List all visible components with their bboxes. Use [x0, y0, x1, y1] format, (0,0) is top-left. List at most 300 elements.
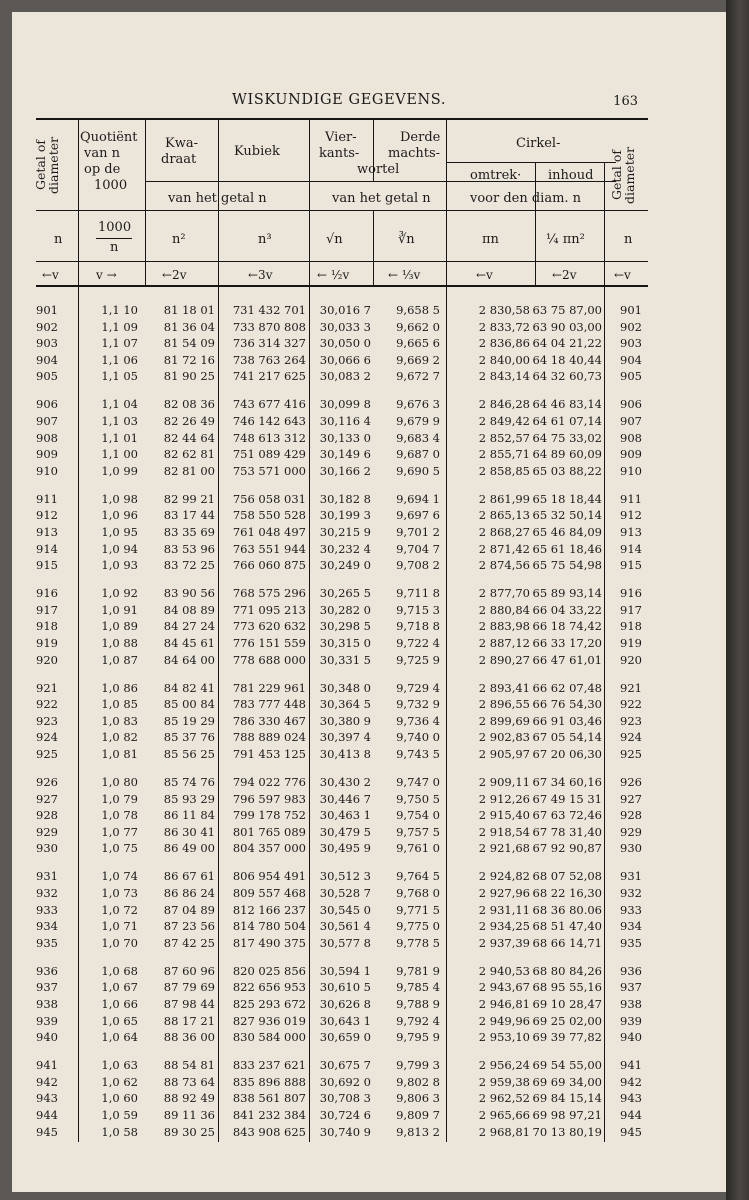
table-cell: 936	[620, 963, 642, 978]
table-cell: 1,1 03	[101, 414, 138, 428]
table-cell: 82 26 49	[163, 414, 215, 428]
table-cell: 2 927,96	[478, 886, 530, 900]
table-cell: 81 90 25	[163, 369, 215, 384]
table-cell: 30,561 4	[319, 919, 371, 934]
table-cell: 927	[620, 791, 642, 806]
table-cell: 30,397 4	[319, 730, 371, 745]
table-cell: 738 763 264	[232, 352, 306, 367]
body-col-line	[218, 287, 219, 1142]
table-cell: 814 780 504	[232, 919, 306, 934]
header-rule-omtrek	[446, 162, 616, 163]
table-cell: 1,0 70	[101, 935, 138, 950]
table-cell: 69 39 77,82	[532, 1030, 602, 1045]
header-rule-formula	[36, 261, 648, 262]
table-cell: 2 956,24	[478, 1058, 530, 1073]
formula-n3: n³	[258, 232, 272, 247]
table-cell: 87 04 89	[163, 902, 215, 917]
table-cell: 1,0 81	[101, 747, 138, 761]
arrow-8: ←2v	[552, 268, 577, 282]
table-cell: 9,740 0	[396, 730, 440, 745]
table-cell: 30,364 5	[319, 697, 371, 712]
table-cell: 827 936 019	[232, 1013, 306, 1028]
col-line-2	[145, 118, 146, 286]
table-cell: 804 357 000	[232, 841, 306, 856]
table-cell: 1,0 59	[101, 1108, 138, 1122]
table-cell: 1,0 83	[101, 713, 138, 728]
table-cell: 1,0 82	[101, 730, 138, 745]
table-cell: 1,0 91	[101, 602, 138, 617]
table-cell: 9,775 0	[396, 919, 440, 934]
header-rule-upper	[145, 181, 616, 182]
table-cell: 68 66 14,71	[532, 935, 602, 950]
table-cell: 919	[620, 636, 642, 650]
running-title: WISKUNDIGE GEGEVENS.	[232, 92, 447, 108]
table-cell: 67 78 31,40	[532, 824, 602, 839]
table-cell: 1,0 94	[101, 541, 138, 556]
table-cell: 1,0 66	[101, 997, 138, 1011]
table-cell: 9,676 3	[396, 397, 440, 412]
table-row	[12, 413, 726, 429]
getal-left-header: Getal of diameter	[33, 136, 61, 194]
table-cell: 86 49 00	[163, 841, 215, 856]
table-cell: 30,708 3	[319, 1091, 371, 1106]
col-line-1	[78, 118, 79, 286]
table-cell: 1,0 60	[101, 1091, 138, 1106]
table-cell: 9,708 2	[396, 558, 440, 573]
table-cell: 930	[620, 841, 642, 856]
table-cell: 773 620 632	[232, 619, 306, 634]
table-cell: 9,809 7	[396, 1108, 440, 1122]
table-cell: 82 62 81	[163, 447, 215, 462]
table-row	[12, 746, 726, 762]
table-cell: 920	[36, 652, 58, 667]
table-cell: 812 166 237	[232, 902, 306, 917]
table-cell: 1,1 10	[101, 303, 138, 317]
formula-sqrt: √n	[326, 232, 343, 247]
header-rule-mid	[36, 210, 648, 211]
table-cell: 1,0 78	[101, 808, 138, 823]
formula-quarter: ¼ πn²	[546, 232, 585, 247]
table-cell: 1,0 88	[101, 636, 138, 650]
table-cell: 2 931,11	[478, 902, 530, 917]
table-cell: 2 918,54	[478, 824, 530, 839]
col-line-10	[535, 211, 536, 286]
table-cell: 2 946,81	[478, 997, 530, 1011]
table-cell: 914	[36, 541, 58, 556]
table-cell: 746 142 643	[232, 414, 306, 428]
table-cell: 909	[620, 447, 642, 462]
table-cell: 2 924,82	[478, 869, 530, 884]
table-cell: 88 54 81	[163, 1058, 215, 1073]
table-cell: 1,0 67	[101, 980, 138, 995]
table-cell: 9,743 5	[396, 747, 440, 761]
table-row	[12, 1124, 726, 1140]
table-cell: 65 89 93,14	[532, 586, 602, 601]
table-cell: 786 330 467	[232, 713, 306, 728]
table-cell: 30,265 5	[319, 586, 371, 601]
table-cell: 2 890,27	[478, 652, 530, 667]
table-cell: 2 833,72	[478, 319, 530, 334]
table-cell: 2 953,10	[478, 1030, 530, 1045]
table-cell: 2 883,98	[478, 619, 530, 634]
table-cell: 30,182 8	[319, 491, 371, 506]
table-cell: 67 20 06,30	[532, 747, 602, 761]
table-cell: 63 90 03,00	[532, 319, 602, 334]
table-cell: 66 91 03,46	[532, 713, 602, 728]
table-cell: 932	[36, 886, 58, 900]
table-cell: 911	[620, 491, 642, 506]
table-cell: 1,0 75	[101, 841, 138, 856]
arrow-5: ← ½v	[317, 268, 350, 282]
table-cell: 1,1 07	[101, 336, 138, 351]
table-cell: 907	[620, 414, 642, 428]
table-row	[12, 430, 726, 446]
table-cell: 939	[36, 1013, 58, 1028]
table-cell: 796 597 983	[232, 791, 306, 806]
table-cell: 69 10 28,47	[532, 997, 602, 1011]
table-cell: 87 79 69	[163, 980, 215, 995]
table-row	[12, 585, 726, 601]
formula-n2: n²	[172, 232, 186, 247]
table-cell: 1,0 73	[101, 886, 138, 900]
table-cell: 66 47 61,01	[532, 652, 602, 667]
table-cell: 9,768 0	[396, 886, 440, 900]
table-cell: 2 896,55	[478, 697, 530, 712]
table-cell: 2 855,71	[478, 447, 530, 462]
table-cell: 30,050 0	[319, 336, 371, 351]
table-cell: 2 965,66	[478, 1108, 530, 1122]
table-cell: 931	[620, 869, 642, 884]
table-cell: 833 237 621	[232, 1058, 306, 1073]
table-row	[12, 1074, 726, 1090]
table-row	[12, 918, 726, 934]
table-row	[12, 1090, 726, 1106]
col-line-8	[604, 162, 605, 286]
table-cell: 68 07 52,08	[532, 869, 602, 884]
table-cell: 9,701 2	[396, 525, 440, 539]
table-cell: 9,747 0	[396, 775, 440, 789]
table-cell: 64 46 83,14	[532, 397, 602, 412]
table-cell: 2 852,57	[478, 430, 530, 445]
table-row	[12, 396, 726, 412]
book-spine	[726, 0, 749, 1200]
table-cell: 9,729 4	[396, 680, 440, 695]
table-cell: 1,0 96	[101, 508, 138, 523]
van-het-getal-1: van het getal n	[168, 191, 267, 206]
table-cell: 926	[620, 775, 642, 789]
table-cell: 1,0 93	[101, 558, 138, 573]
table-cell: 2 874,56	[478, 558, 530, 573]
table-cell: 64 32 60,73	[532, 369, 602, 384]
table-cell: 9,658 5	[396, 303, 440, 317]
table-cell: 87 23 56	[163, 919, 215, 934]
table-cell: 83 17 44	[163, 508, 215, 523]
table-cell: 938	[620, 997, 642, 1011]
table-cell: 942	[620, 1074, 642, 1089]
table-cell: 908	[620, 430, 642, 445]
table-cell: 943	[36, 1091, 58, 1106]
table-cell: 69 98 97,21	[532, 1108, 602, 1122]
table-cell: 2 849,42	[478, 414, 530, 428]
table-cell: 30,215 9	[319, 525, 371, 539]
table-cell: 758 550 528	[232, 508, 306, 523]
table-row	[12, 652, 726, 668]
table-cell: 908	[36, 430, 58, 445]
table-cell: 756 058 031	[232, 491, 306, 506]
table-row	[12, 979, 726, 995]
table-row	[12, 635, 726, 651]
table-row	[12, 1013, 726, 1029]
table-row	[12, 680, 726, 696]
table-cell: 1,0 99	[101, 463, 138, 478]
table-cell: 30,545 0	[319, 902, 371, 917]
table-cell: 30,594 1	[319, 963, 371, 978]
table-cell: 82 44 64	[163, 430, 215, 445]
table-cell: 921	[620, 680, 642, 695]
table-cell: 84 82 41	[163, 680, 215, 695]
table-row	[12, 507, 726, 523]
table-cell: 791 453 125	[232, 747, 306, 761]
arrow-4: ←3v	[248, 268, 273, 282]
table-cell: 741 217 625	[232, 369, 306, 384]
table-cell: 86 11 84	[163, 808, 215, 823]
kwadraat-l2: draat	[161, 152, 197, 167]
table-cell: 917	[620, 602, 642, 617]
table-cell: 766 060 875	[232, 558, 306, 573]
table-row	[12, 319, 726, 335]
table-cell: 65 18 18,44	[532, 491, 602, 506]
table-cell: 933	[620, 902, 642, 917]
table-cell: 87 98 44	[163, 997, 215, 1011]
table-cell: 945	[36, 1124, 58, 1139]
table-cell: 822 656 953	[232, 980, 306, 995]
table-cell: 86 30 41	[163, 824, 215, 839]
table-cell: 30,659 0	[319, 1030, 371, 1045]
table-cell: 1,0 98	[101, 491, 138, 506]
table-cell: 64 89 60,09	[532, 447, 602, 462]
table-cell: 9,732 9	[396, 697, 440, 712]
table-cell: 940	[36, 1030, 58, 1045]
table-cell: 83 72 25	[163, 558, 215, 573]
table-cell: 941	[620, 1058, 642, 1073]
table-cell: 63 75 87,00	[532, 303, 602, 317]
table-cell: 84 27 24	[163, 619, 215, 634]
table-cell: 9,665 6	[396, 336, 440, 351]
table-cell: 67 34 60,16	[532, 775, 602, 789]
table-cell: 920	[620, 652, 642, 667]
table-row	[12, 935, 726, 951]
getal-right-header: Getal of diameter	[609, 146, 637, 204]
table-cell: 70 13 80,19	[532, 1124, 602, 1139]
table-cell: 30,430 2	[319, 775, 371, 789]
table-cell: 923	[36, 713, 58, 728]
table-cell: 30,116 4	[319, 414, 371, 428]
table-cell: 1,1 00	[101, 447, 138, 462]
table-cell: 2 959,38	[478, 1074, 530, 1089]
table-cell: 925	[36, 747, 58, 761]
table-cell: 910	[36, 463, 58, 478]
table-cell: 932	[620, 886, 642, 900]
table-cell: 64 18 40,44	[532, 352, 602, 367]
table-cell: 940	[620, 1030, 642, 1045]
table-cell: 69 84 15,14	[532, 1091, 602, 1106]
table-cell: 910	[620, 463, 642, 478]
table-cell: 903	[36, 336, 58, 351]
table-cell: 2 893,41	[478, 680, 530, 695]
table-cell: 2 858,85	[478, 463, 530, 478]
table-row	[12, 491, 726, 507]
table-cell: 30,512 3	[319, 869, 371, 884]
table-cell: 1,0 68	[101, 963, 138, 978]
table-cell: 82 81 00	[163, 463, 215, 478]
table-cell: 9,662 0	[396, 319, 440, 334]
table-cell: 67 05 54,14	[532, 730, 602, 745]
table-cell: 9,736 4	[396, 713, 440, 728]
table-cell: 743 677 416	[232, 397, 306, 412]
van-het-getal-2: van het getal n	[332, 191, 431, 206]
quotient-l3: op de	[84, 162, 121, 177]
table-cell: 925	[620, 747, 642, 761]
table-cell: 30,199 3	[319, 508, 371, 523]
table-cell: 30,446 7	[319, 791, 371, 806]
table-cell: 86 67 61	[163, 869, 215, 884]
table-cell: 64 04 21,22	[532, 336, 602, 351]
table-cell: 30,149 6	[319, 447, 371, 462]
arrow-9: ←v	[614, 268, 631, 282]
table-cell: 9,761 0	[396, 841, 440, 856]
table-cell: 2 830,58	[478, 303, 530, 317]
table-cell: 778 688 000	[232, 652, 306, 667]
table-row	[12, 774, 726, 790]
table-cell: 776 151 559	[232, 636, 306, 650]
table-cell: 68 80 84,26	[532, 963, 602, 978]
table-cell: 915	[620, 558, 642, 573]
table-cell: 794 022 776	[232, 775, 306, 789]
table-row	[12, 902, 726, 918]
table-cell: 65 75 54,98	[532, 558, 602, 573]
table-cell: 30,033 3	[319, 319, 371, 334]
table-cell: 841 232 384	[232, 1108, 306, 1122]
col-line-11	[309, 211, 310, 286]
table-row	[12, 446, 726, 462]
table-cell: 934	[36, 919, 58, 934]
table-cell: 731 432 701	[232, 303, 306, 317]
table-cell: 84 08 89	[163, 602, 215, 617]
table-cell: 923	[620, 713, 642, 728]
table-cell: 30,610 5	[319, 980, 371, 995]
table-cell: 733 870 808	[232, 319, 306, 334]
table-row	[12, 368, 726, 384]
table-cell: 9,806 3	[396, 1091, 440, 1106]
table-cell: 1,0 58	[101, 1124, 138, 1139]
table-cell: 763 551 944	[232, 541, 306, 556]
table-row	[12, 352, 726, 368]
table-cell: 30,528 7	[319, 886, 371, 900]
table-cell: 768 575 296	[232, 586, 306, 601]
table-cell: 83 90 56	[163, 586, 215, 601]
col-line-9	[373, 211, 374, 286]
table-cell: 82 08 36	[163, 397, 215, 412]
table-cell: 936	[36, 963, 58, 978]
table-cell: 1,1 09	[101, 319, 138, 334]
table-cell: 1,0 65	[101, 1013, 138, 1028]
table-row	[12, 557, 726, 573]
table-row	[12, 618, 726, 634]
table-cell: 9,672 7	[396, 369, 440, 384]
arrow-2: v →	[96, 268, 117, 282]
table-cell: 1,0 95	[101, 525, 138, 539]
table-cell: 938	[36, 997, 58, 1011]
table-cell: 64 61 07,14	[532, 414, 602, 428]
table-row	[12, 729, 726, 745]
table-cell: 935	[620, 935, 642, 950]
table-cell: 9,679 9	[396, 414, 440, 428]
table-cell: 937	[36, 980, 58, 995]
table-cell: 9,711 8	[396, 586, 440, 601]
table-cell: 2 905,97	[478, 747, 530, 761]
table-cell: 30,348 0	[319, 680, 371, 695]
table-cell: 9,771 5	[396, 902, 440, 917]
table-cell: 2 840,00	[478, 352, 530, 367]
table-cell: 939	[620, 1013, 642, 1028]
table-cell: 30,479 5	[319, 824, 371, 839]
quotient-l4: 1000	[94, 178, 128, 193]
table-cell: 915	[36, 558, 58, 573]
table-cell: 30,298 5	[319, 619, 371, 634]
quotient-l2: van n	[84, 146, 120, 161]
table-cell: 84 64 00	[163, 652, 215, 667]
vierkants-l2: kants-	[319, 146, 360, 161]
table-cell: 30,066 6	[319, 352, 371, 367]
table-cell: 69 69 34,00	[532, 1074, 602, 1089]
table-cell: 9,750 5	[396, 791, 440, 806]
table-cell: 66 33 17,20	[532, 636, 602, 650]
table-cell: 912	[36, 508, 58, 523]
table-cell: 9,704 7	[396, 541, 440, 556]
table-row	[12, 1057, 726, 1073]
formula-n-right: n	[624, 232, 633, 247]
formula-cbrt: ∛n	[398, 232, 415, 247]
table-cell: 924	[620, 730, 642, 745]
table-cell: 912	[620, 508, 642, 523]
table-cell: 66 04 33,22	[532, 602, 602, 617]
table-cell: 751 089 429	[232, 447, 306, 462]
inhoud-header: inhoud	[548, 168, 594, 183]
table-cell: 66 62 07,48	[532, 680, 602, 695]
table-row	[12, 1107, 726, 1123]
table-cell: 2 937,39	[478, 935, 530, 950]
table-cell: 2 871,42	[478, 541, 530, 556]
table-cell: 30,675 7	[319, 1058, 371, 1073]
table-cell: 809 557 468	[232, 886, 306, 900]
table-cell: 933	[36, 902, 58, 917]
table-cell: 911	[36, 491, 58, 506]
arrow-7: ←v	[476, 268, 493, 282]
table-cell: 924	[36, 730, 58, 745]
table-cell: 30,016 7	[319, 303, 371, 317]
table-cell: 843 908 625	[232, 1124, 306, 1139]
table-cell: 68 36 80.06	[532, 902, 602, 917]
table-cell: 801 765 089	[232, 824, 306, 839]
table-row	[12, 885, 726, 901]
table-cell: 82 99 21	[163, 491, 215, 506]
table-cell: 30,166 2	[319, 463, 371, 478]
table-cell: 84 45 61	[163, 636, 215, 650]
wortel-header: wortel	[357, 162, 400, 177]
table-cell: 902	[620, 319, 642, 334]
table-cell: 914	[620, 541, 642, 556]
table-cell: 830 584 000	[232, 1030, 306, 1045]
